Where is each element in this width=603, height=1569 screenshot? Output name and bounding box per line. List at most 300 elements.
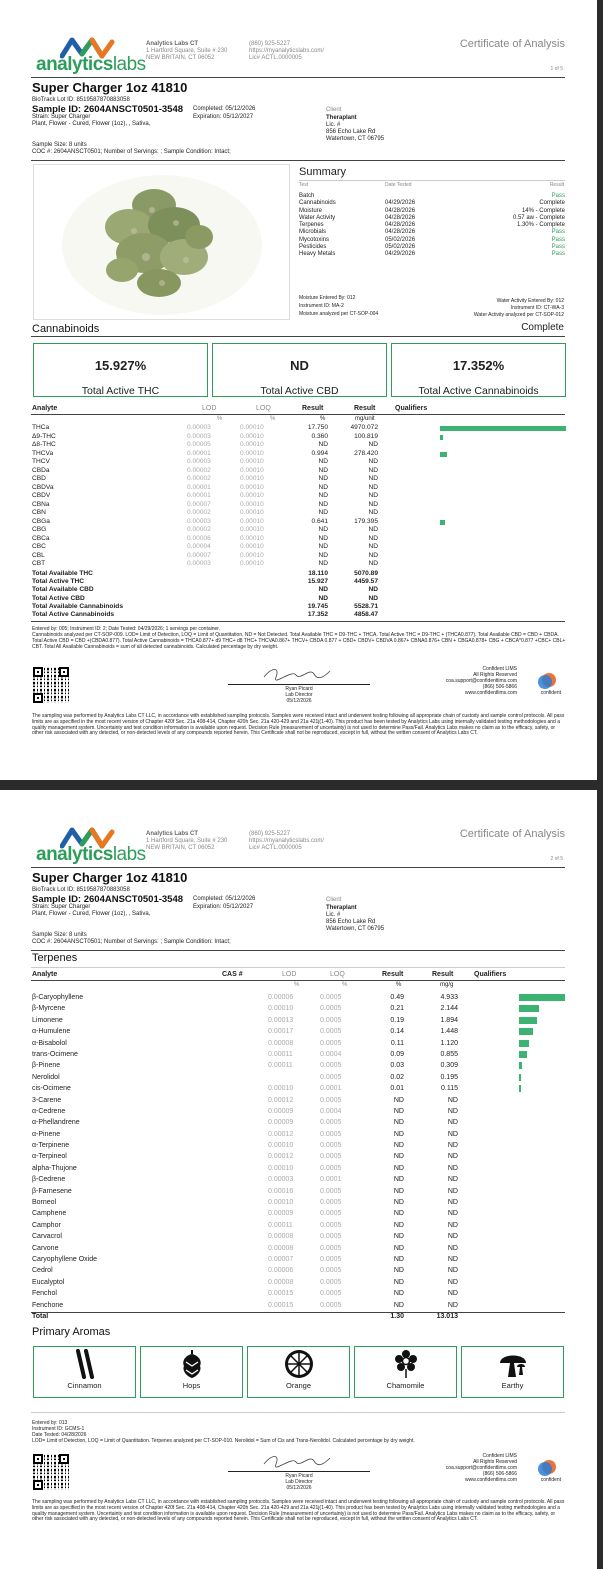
analyte-name: β-Caryophyllene (32, 994, 84, 1001)
result-percent: ND (393, 1142, 404, 1150)
aroma-card (247, 1346, 350, 1398)
result-percent: 0.01 (390, 1085, 404, 1093)
header-lod: LOD (202, 405, 217, 412)
analyte-name: Fenchone (32, 1301, 64, 1309)
moisture-instrument: Instrument ID: MA-2 (299, 303, 344, 309)
lod-value: 0.00002 (187, 509, 211, 516)
cinnamon-icon (34, 1347, 135, 1381)
lod-value: 0.00003 (187, 432, 211, 440)
product-type: Plant, Flower - Cured, Flower (1oz), , Sativa, (32, 121, 151, 127)
lab-name: Analytics Labs CT (146, 41, 199, 47)
lod-value: 0.00002 (187, 475, 211, 482)
analyte-name: CBDV (32, 492, 51, 499)
loq-value: 0.00010 (240, 424, 264, 431)
signature-icon (262, 1452, 332, 1470)
total-active-cannabinoids-box (391, 343, 566, 397)
result-percent: ND (393, 1301, 404, 1309)
sample-size: Sample Size: 8 units (32, 142, 87, 148)
result-mg: 1.120 (440, 1039, 458, 1047)
client-address-1: 856 Echo Lake Rd (326, 129, 376, 135)
logo-text-light: labs (112, 844, 146, 865)
loq-value: 0.0004 (320, 1050, 342, 1058)
coa-title: Certificate of Analysis (459, 38, 565, 50)
lod-value: 0.00008 (268, 1233, 294, 1241)
result-bar (440, 452, 447, 457)
result-mg: ND (447, 1142, 458, 1150)
lod-value: 0.00012 (268, 1096, 294, 1104)
summary-date: 05/02/2026 (385, 244, 416, 251)
analyte-name: Camphene (32, 1210, 67, 1218)
summary-test: Terpenes (299, 222, 324, 229)
result-percent: ND (318, 466, 328, 474)
loq-value: 0.00010 (240, 492, 264, 499)
loq-value: 0.0005 (320, 1073, 342, 1081)
analyte-name: α-Pinene (32, 1130, 61, 1138)
table-row (32, 1015, 566, 1026)
lod-value: 0.00001 (187, 483, 211, 491)
result-mg: ND (368, 466, 378, 474)
result-mg: 0.195 (440, 1073, 458, 1081)
table-row (32, 1300, 566, 1311)
result-mg: ND (447, 1164, 458, 1172)
result-percent: 0.03 (390, 1062, 404, 1070)
table-row (32, 560, 566, 569)
result-mg: 13.013 (436, 1312, 458, 1320)
result-bar (440, 435, 443, 440)
lod-value: 0.00017 (268, 1028, 294, 1036)
lod-value: 0.00015 (268, 1301, 294, 1309)
result-mg: ND (368, 534, 378, 542)
table-row (32, 509, 566, 518)
signer-title: Lab Director (285, 1479, 313, 1485)
result-percent: 0.641 (311, 517, 328, 525)
summary-test: Pesticides (299, 244, 327, 251)
aroma-card (354, 1346, 457, 1398)
qr-code[interactable] (33, 667, 69, 703)
result-mg: 179.395 (354, 517, 378, 525)
loq-value: 0.00010 (240, 441, 264, 448)
loq-value: 0.00010 (240, 509, 264, 516)
lod-value: 0.00006 (187, 534, 211, 542)
wa-sop: Water Activity analyzed per CT-SOP-012 (473, 312, 564, 318)
signature-date: 05/12/2026 (286, 698, 312, 704)
hops-icon (141, 1347, 242, 1381)
summary-result: Pass (551, 229, 565, 236)
loq-value: 0.0005 (320, 1028, 342, 1036)
analyte-name: CBN (32, 509, 46, 516)
result-percent: ND (393, 1176, 404, 1184)
lab-phone: (860) 925-5227 (249, 41, 291, 47)
result-percent: ND (318, 543, 328, 550)
summary-date: 04/28/2026 (385, 222, 416, 229)
analyte-name: Carvone (32, 1244, 59, 1252)
result-percent: 0.11 (390, 1039, 404, 1047)
total-percent: 19.745 (307, 602, 328, 610)
lab-license: Lic# ACTL.0000005 (249, 845, 302, 851)
confident-website[interactable]: www.confidentlims.com (465, 690, 517, 696)
lod-value: 0.00001 (187, 449, 211, 457)
summary-result: Pass (551, 193, 565, 199)
result-percent: ND (318, 526, 328, 533)
expiration-date: Expiration: 05/12/2027 (193, 904, 254, 910)
result-percent: ND (318, 492, 328, 499)
coa-page-2 (0, 790, 597, 1569)
lod-value: 0.00011 (268, 1221, 293, 1229)
summary-date: 04/28/2026 (385, 207, 416, 214)
analyte-name: β-Pinene (32, 1062, 61, 1070)
result-percent: ND (318, 458, 328, 465)
lod-value: 0.00002 (187, 526, 211, 533)
lab-website[interactable]: https://myanalyticslabs.com/ (249, 838, 325, 844)
logo-text-light: labs (112, 54, 146, 75)
unit-result-mg: mg/unit (355, 416, 375, 422)
result-percent: ND (393, 1153, 404, 1161)
lab-address-2: NEW BRITAIN, CT 06052 (146, 55, 215, 61)
result-mg: 278.420 (354, 449, 378, 457)
loq-value: 0.00010 (240, 458, 264, 465)
sample-size: Sample Size: 8 units (32, 932, 87, 938)
wa-instrument: Instrument ID: CT-WA-3 (510, 305, 564, 311)
confident-line-1: Confident LIMS (482, 1453, 517, 1459)
table-row (32, 552, 566, 561)
result-mg: 4970.072 (350, 424, 378, 431)
result-mg: 0.309 (440, 1062, 458, 1070)
confident-line-2: All Rights Reserved (473, 1459, 517, 1465)
loq-value: 0.0005 (320, 1119, 342, 1127)
table-row (32, 526, 566, 535)
table-row (32, 501, 566, 510)
table-row (32, 484, 566, 493)
lod-value: 0.00011 (268, 1050, 293, 1058)
summary-row (299, 244, 565, 251)
confident-email[interactable]: coa.support@confidentlims.com (445, 1465, 517, 1471)
lod-value: 0.00016 (268, 1187, 294, 1195)
total-active-thc-box (33, 343, 208, 397)
table-row (32, 467, 566, 476)
summary-test: Batch (299, 193, 315, 199)
result-percent: ND (393, 1290, 404, 1298)
result-bar (519, 1028, 533, 1035)
result-mg: ND (368, 526, 378, 533)
confident-logo-icon (537, 671, 557, 691)
result-mg: ND (447, 1301, 458, 1309)
loq-value: 0.00010 (240, 526, 264, 533)
analyte-name: α-Cedrene (32, 1107, 66, 1115)
loq-value: 0.0005 (320, 1267, 342, 1275)
summary-test: Microbials (299, 229, 327, 236)
page-number: 1 of 5 (550, 66, 563, 72)
result-percent: ND (393, 1233, 404, 1241)
analyte-name: Cedrol (32, 1267, 53, 1275)
table-row (32, 543, 566, 552)
analyte-name: Eucalyptol (32, 1278, 65, 1286)
result-mg: ND (447, 1176, 458, 1184)
analyte-name: THCa (32, 424, 50, 431)
total-active-thc-value: 15.927% (94, 358, 147, 373)
summary-result: 14% - Complete (521, 207, 565, 214)
unit-result: % (396, 982, 402, 988)
client-name: Theraplant (326, 905, 357, 911)
total-name: Total Active CBD (32, 594, 85, 602)
summary-row (299, 222, 565, 229)
result-bar (519, 1085, 521, 1092)
moisture-entered: Moisture Entered By: 012 (299, 295, 356, 301)
strain: Strain: Super Charger (32, 114, 91, 120)
total-percent: ND (318, 594, 328, 602)
summary-result: 0.57 aw - Complete (512, 214, 565, 221)
loq-value: 0.00010 (240, 551, 264, 559)
result-percent: ND (318, 560, 328, 567)
confident-lims-info (446, 666, 517, 696)
terpene-entered-by: Entered by: 013 (32, 1420, 68, 1426)
result-percent: ND (318, 509, 328, 516)
table-row (32, 1151, 566, 1162)
summary-result: 1.30% - Complete (516, 222, 565, 229)
table-row (32, 1174, 566, 1185)
page-number: 2 of 5 (550, 856, 563, 862)
result-mg: 4.933 (440, 994, 458, 1001)
result-percent: ND (393, 1210, 404, 1218)
table-row (32, 492, 566, 501)
result-bar (519, 1051, 527, 1058)
analyte-name: CBDa (32, 466, 50, 474)
lod-value: 0.00008 (268, 1039, 294, 1047)
sample-id: Sample ID: 2604ANSCT0501-3548 (32, 104, 184, 115)
loq-value: 0.0005 (320, 1301, 342, 1309)
result-mg: ND (447, 1130, 458, 1138)
result-bar (519, 1062, 522, 1069)
total-name: Total Active Cannabinoids (32, 610, 115, 618)
result-percent: ND (318, 551, 328, 559)
table-row (32, 1095, 566, 1106)
lab-address-1: 1 Hartford Square, Suite # 230 (146, 48, 228, 54)
confident-phone: (866) 506-5866 (482, 684, 517, 690)
result-mg: ND (447, 1096, 458, 1104)
analyte-name: Nerolidol (32, 1073, 60, 1081)
qr-code[interactable] (33, 1454, 69, 1490)
header-loq: LOQ (330, 971, 345, 978)
loq-value: 0.00010 (240, 466, 264, 474)
result-mg: ND (368, 509, 378, 516)
loq-value: 0.0005 (320, 1142, 342, 1150)
aroma-card (461, 1346, 564, 1398)
summary-row (299, 229, 565, 236)
result-percent: ND (393, 1107, 404, 1115)
summary-result: Pass (551, 236, 565, 243)
analyte-name: CBCa (32, 534, 50, 542)
result-percent: ND (393, 1119, 404, 1127)
lod-value: 0.00012 (268, 1130, 294, 1138)
header-analyte: Analyte (32, 971, 58, 978)
summary-test: Heavy Metals (299, 251, 336, 258)
total-row (32, 578, 566, 586)
coc-info: COC #: 2604ANSCT0501; Number of Servings: ; Sample Condition: Intact; (32, 149, 231, 155)
lod-value: 0.00009 (268, 1119, 294, 1127)
analyte-name: THCVa (32, 449, 54, 457)
result-mg: 2.144 (440, 1005, 458, 1013)
total-active-cbd-value: ND (290, 358, 309, 373)
confident-line-1: Confident LIMS (482, 666, 517, 672)
table-row (32, 1186, 566, 1197)
result-mg: ND (447, 1199, 458, 1207)
lod-value: 0.00009 (268, 1210, 294, 1218)
table-row (32, 992, 566, 1003)
lab-website[interactable]: https://myanalyticslabs.com/ (249, 48, 325, 54)
result-percent: ND (393, 1267, 404, 1275)
summary-table (299, 193, 565, 259)
client-label: Client (326, 107, 342, 113)
summary-date: 04/29/2026 (385, 251, 416, 258)
loq-value: 0.00010 (240, 560, 264, 567)
result-bar (519, 1017, 537, 1024)
lod-value: 0.00007 (187, 500, 211, 508)
disclaimer: The sampling was performed by Analytics Labs CT LLC, in accordance with established sampling protocols. Samples were received intact and underwent testing following all appropriate chain of custody and sample control protocols. All pass limits are as specified in the most recent version of Chapter 420f Sec. 21a 408-414, Chapter 420h Sec. 21a 420-429 and 21a 421j(1-40). This product has been tested by Analytics Labs using internally validated testing methodologies and a quality management system. Uncertainty and test condition information is available upon request. Decision Rule (measurement of uncertainty) is not used to determine Pass/Fail. Analytics Labs makes no claim as to the efficacy, safety, or other risk associated with any detected, or non-detected levels of any compounds reported herein. This Certificate shall not be reproduced, except in full, without the written consent of Analytics Labs CT. (32, 1499, 565, 1523)
summary-result: Pass (551, 244, 565, 251)
loq-value: 0.0005 (320, 1199, 342, 1207)
table-row (32, 1288, 566, 1299)
lod-value: 0.00005 (187, 441, 211, 448)
completed-date: Completed: 05/12/2026 (193, 896, 256, 902)
result-percent: ND (393, 1244, 404, 1252)
primary-aromas-title: Primary Aromas (32, 1326, 111, 1338)
header-result-mg: Result (354, 405, 376, 412)
result-mg: ND (368, 500, 378, 508)
loq-value: 0.0005 (320, 1005, 342, 1013)
loq-value: 0.0005 (320, 994, 342, 1001)
loq-value: 0.00010 (240, 449, 264, 457)
completed-date: Completed: 05/12/2026 (193, 106, 256, 112)
confident-email[interactable]: coa.support@confidentlims.com (445, 678, 517, 684)
chamomile-icon (355, 1347, 456, 1381)
loq-value: 0.0005 (320, 1221, 342, 1229)
result-mg: 0.115 (441, 1085, 458, 1093)
analyte-name: α-Humulene (32, 1028, 71, 1036)
table-row (32, 1254, 566, 1265)
lod-value: 0.00006 (268, 1267, 294, 1275)
table-row (32, 441, 566, 450)
product-title: Super Charger 1oz 41810 (32, 870, 188, 885)
confident-website[interactable]: www.confidentlims.com (465, 1477, 517, 1483)
lod-value: 0.00001 (187, 492, 211, 499)
analyte-name: 3-Carene (32, 1096, 62, 1104)
total-percent: 18.110 (308, 570, 328, 577)
loq-value: 0.0005 (320, 1210, 342, 1218)
lod-value: 0.00003 (268, 1176, 294, 1184)
result-mg: 100.819 (354, 432, 378, 440)
result-mg: ND (447, 1255, 458, 1263)
header-result-mg: Result (432, 971, 454, 978)
table-row (32, 424, 566, 433)
total-mg: 4459.57 (354, 578, 378, 586)
header-analyte: Analyte (32, 405, 58, 412)
result-mg: ND (368, 441, 378, 448)
confident-brand: confident (540, 690, 561, 696)
client-lic: Lic. # (326, 912, 341, 918)
table-row (32, 1060, 566, 1071)
total-mg: 5070.89 (354, 570, 378, 577)
cannabinoid-totals (32, 570, 566, 619)
result-mg: ND (447, 1107, 458, 1115)
total-row (32, 603, 566, 611)
loq-value: 0.0005 (320, 1290, 342, 1298)
confident-lims-info (446, 1453, 517, 1483)
terpene-instrument: Instrument ID: GCMS-1 (32, 1426, 85, 1432)
signer-name: Ryan Picard (285, 1473, 313, 1479)
table-row (32, 1231, 566, 1242)
summary-row (299, 215, 565, 222)
result-mg: ND (368, 483, 378, 491)
result-bar (519, 994, 565, 1001)
loq-value: 0.0005 (320, 1016, 342, 1024)
result-mg: ND (368, 560, 378, 567)
result-percent: 0.21 (390, 1005, 404, 1013)
result-bar (440, 520, 445, 525)
result-bar (519, 1005, 539, 1012)
biotrack-lot-id: BioTrack Lot ID: 8519587870883058 (32, 97, 130, 103)
table-row (32, 433, 566, 442)
lod-value: 0.00003 (187, 424, 211, 431)
summary-date: 04/28/2026 (385, 229, 416, 236)
unit-lod: % (217, 416, 223, 422)
result-percent: ND (393, 1130, 404, 1138)
result-mg: ND (447, 1278, 458, 1286)
cannabinoid-table (32, 424, 566, 569)
loq-value: 0.00010 (240, 517, 264, 525)
table-row (32, 1106, 566, 1117)
result-percent: 1.30 (390, 1312, 404, 1320)
lod-value: 0.00006 (268, 994, 294, 1001)
result-mg: ND (447, 1187, 458, 1195)
total-mg: ND (368, 594, 378, 602)
header-result: Result (382, 971, 404, 978)
analyte-name: β-Myrcene (32, 1005, 66, 1013)
aroma-name: Cinnamon (67, 1381, 102, 1390)
analyte-name: Total (32, 1312, 49, 1320)
table-row (32, 1243, 566, 1254)
lod-value: 0.00011 (268, 1062, 293, 1070)
aroma-name: Chamomile (386, 1381, 425, 1390)
confident-phone: (866) 506-5866 (482, 1471, 517, 1477)
terpene-method-notes: LOD= Limit of Detection, LOQ = Limit of Quantitation. Terpenes analyzed per CT-SOP-010. Nerolidol = Sum of Cis and Trans-Nerolidol. Calculated percentage by dry weight. (32, 1438, 415, 1444)
terpene-table (32, 992, 566, 1322)
analyte-name: CBDVa (32, 483, 54, 491)
analyte-name: CBG (32, 526, 47, 533)
total-row (32, 611, 566, 619)
total-name: Total Available Cannabinoids (32, 602, 123, 610)
analyte-name: CBC (32, 543, 46, 550)
result-percent: 0.994 (311, 449, 328, 457)
lab-name: Analytics Labs CT (146, 831, 199, 837)
signer-name: Ryan Picard (285, 686, 313, 692)
total-mg: ND (368, 586, 378, 594)
header-lod: LOD (282, 971, 297, 978)
lab-address-2: NEW BRITAIN, CT 06052 (146, 845, 215, 851)
summary-row (299, 237, 565, 244)
lod-value: 0.00008 (268, 1244, 294, 1252)
lod-value: 0.00007 (187, 551, 211, 559)
summary-row (299, 208, 565, 215)
biotrack-lot-id: BioTrack Lot ID: 8519587870883058 (32, 887, 130, 893)
lab-license: Lic# ACTL.0000005 (249, 55, 302, 61)
signature-block (228, 686, 370, 704)
summary-date: 05/02/2026 (385, 236, 416, 243)
client-lic: Lic. # (326, 122, 341, 128)
summary-test: Cannabinoids (299, 200, 336, 207)
confident-line-2: All Rights Reserved (473, 672, 517, 678)
table-row (32, 1277, 566, 1288)
aroma-card (140, 1346, 243, 1398)
result-percent: ND (318, 441, 328, 448)
